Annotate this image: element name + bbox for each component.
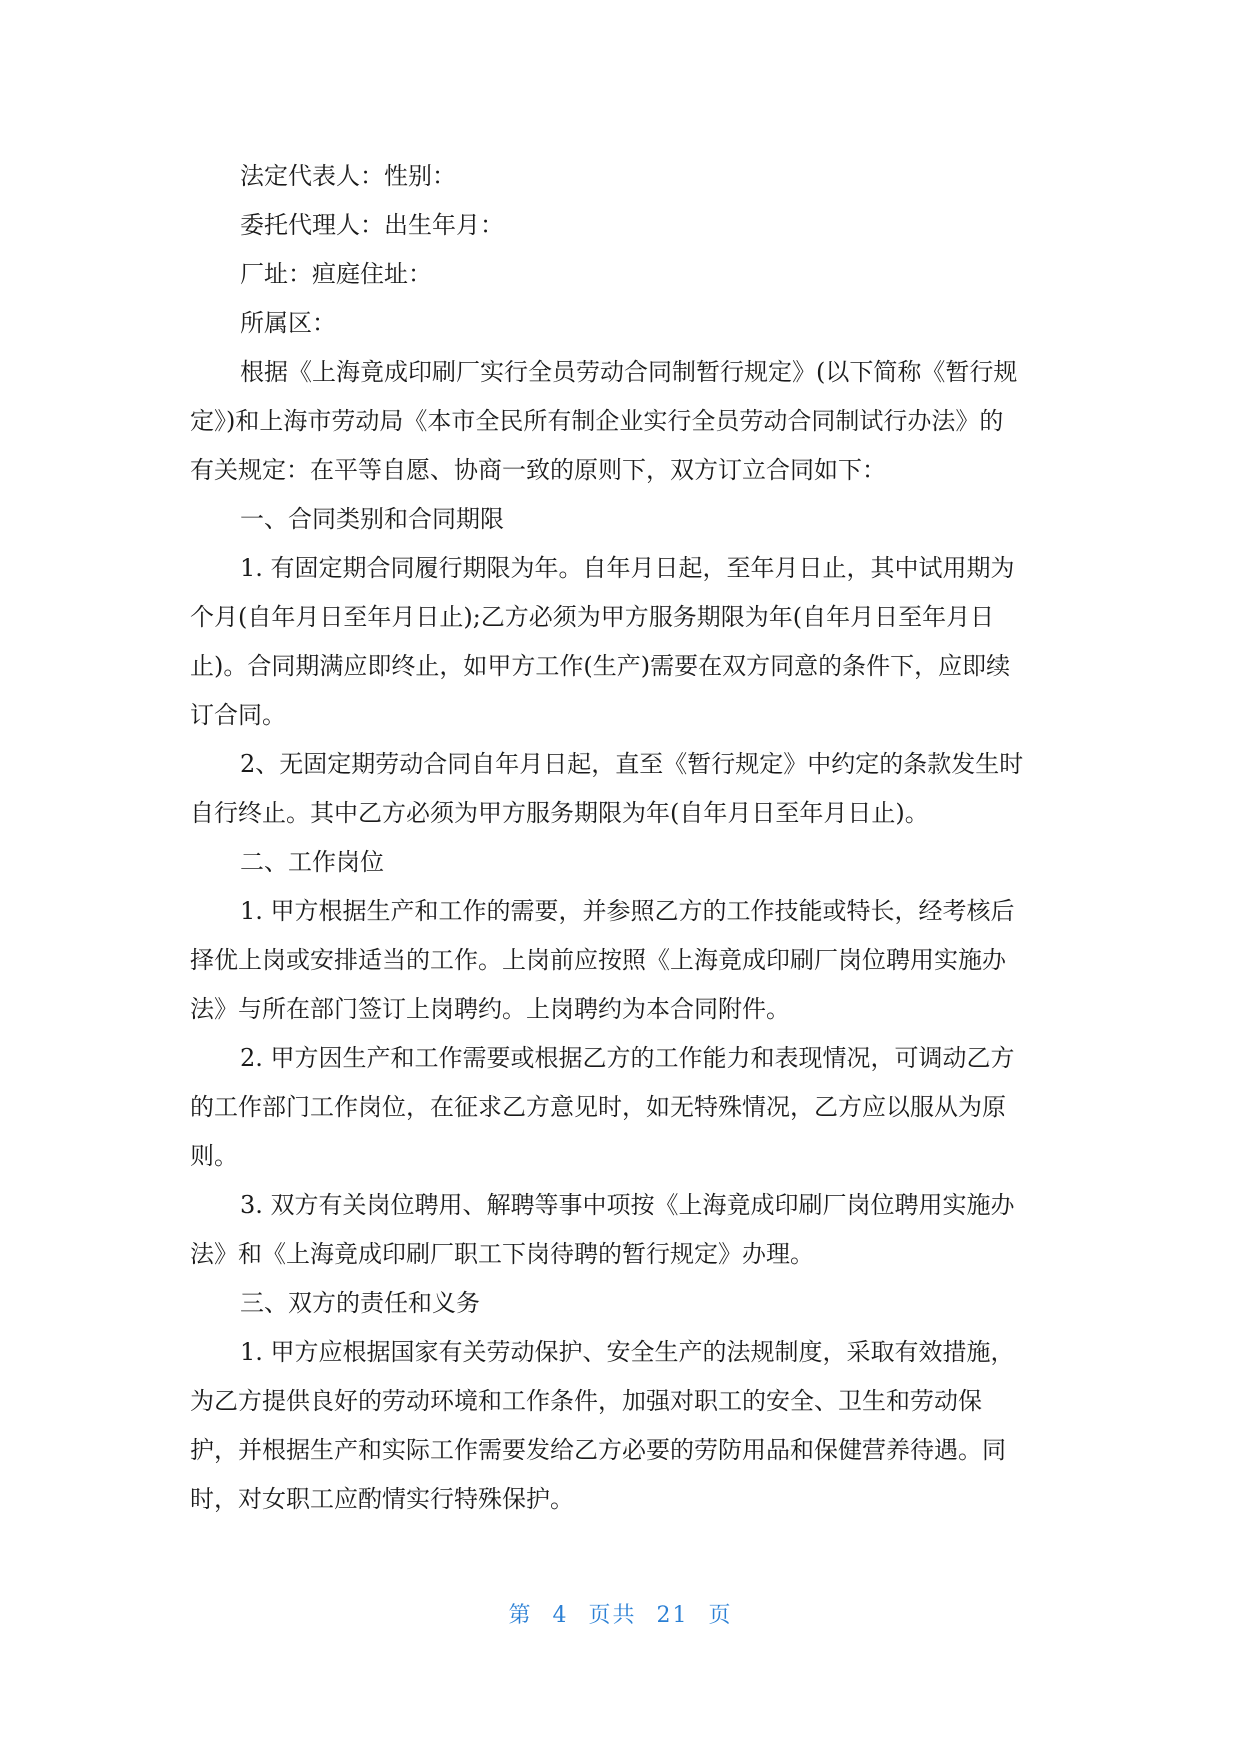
paragraph-line: 1. 甲方根据生产和工作的需要，并参照乙方的工作技能或特长，经考核后 bbox=[240, 897, 1015, 925]
field-legal-representative: 法定代表人：性别： bbox=[240, 162, 456, 190]
paragraph-line: 3. 双方有关岗位聘用、解聘等事中项按《上海竟成印刷厂岗位聘用实施办 bbox=[240, 1191, 1015, 1219]
field-factory-address: 厂址：疸庭住址： bbox=[240, 260, 432, 288]
paragraph-line: 自行终止。其中乙方必须为甲方服务期限为年(自年月日至年月日止)。 bbox=[190, 799, 929, 827]
field-district: 所属区： bbox=[240, 309, 336, 337]
paragraph-line: 护，并根据生产和实际工作需要发给乙方必要的劳防用品和保健营养待遇。同 bbox=[190, 1436, 1006, 1464]
paragraph-line: 为乙方提供良好的劳动环境和工作条件，加强对职工的安全、卫生和劳动保 bbox=[190, 1387, 982, 1415]
paragraph-line: 2. 甲方因生产和工作需要或根据乙方的工作能力和表现情况，可调动乙方 bbox=[240, 1044, 1015, 1072]
paragraph-preamble-line: 定》)和上海市劳动局《本市全民所有制企业实行全员劳动合同制试行办法》的 bbox=[190, 407, 1004, 435]
field-authorized-agent: 委托代理人：出生年月： bbox=[240, 211, 504, 239]
footer-suffix: 页 bbox=[708, 1603, 733, 1628]
paragraph-line: 订合同。 bbox=[190, 701, 286, 729]
paragraph-line: 则。 bbox=[190, 1142, 238, 1170]
paragraph-line: 法》与所在部门签订上岗聘约。上岗聘约为本合同附件。 bbox=[190, 995, 790, 1023]
paragraph-line: 择优上岗或安排适当的工作。上岗前应按照《上海竟成印刷厂岗位聘用实施办 bbox=[190, 946, 1006, 974]
footer-prefix: 第 bbox=[508, 1603, 533, 1628]
section-heading-2: 二、工作岗位 bbox=[240, 848, 384, 876]
footer-total-pages: 21 bbox=[656, 1603, 689, 1628]
document-body bbox=[190, 152, 1058, 1524]
section-heading-1: 一、合同类别和合同期限 bbox=[240, 505, 504, 533]
paragraph-line: 1. 有固定期合同履行期限为年。自年月日起，至年月日止，其中试用期为 bbox=[240, 554, 1015, 582]
paragraph-line: 止)。合同期满应即终止，如甲方工作(生产)需要在双方同意的条件下，应即续 bbox=[190, 652, 1011, 680]
paragraph-line: 2、无固定期劳动合同自年月日起，直至《暂行规定》中约定的条款发生时 bbox=[240, 750, 1024, 778]
paragraph-line: 的工作部门工作岗位，在征求乙方意见时，如无特殊情况，乙方应以服从为原 bbox=[190, 1093, 1006, 1121]
paragraph-line: 个月(自年月日至年月日止);乙方必须为甲方服务期限为年(自年月日至年月日 bbox=[190, 603, 995, 631]
footer-middle: 页共 bbox=[588, 1603, 637, 1628]
section-heading-3: 三、双方的责任和义务 bbox=[240, 1289, 480, 1317]
page-footer bbox=[0, 1598, 1241, 1629]
paragraph-preamble-line: 有关规定：在平等自愿、协商一致的原则下，双方订立合同如下： bbox=[190, 456, 886, 484]
paragraph-preamble-line: 根据《上海竟成印刷厂实行全员劳动合同制暂行规定》(以下简称《暂行规 bbox=[240, 358, 1018, 386]
paragraph-line: 1. 甲方应根据国家有关劳动保护、安全生产的法规制度，采取有效措施， bbox=[240, 1338, 1015, 1366]
paragraph-line: 时，对女职工应酌情实行特殊保护。 bbox=[190, 1485, 574, 1513]
footer-current-page: 4 bbox=[552, 1603, 569, 1628]
paragraph-line: 法》和《上海竟成印刷厂职工下岗待聘的暂行规定》办理。 bbox=[190, 1240, 814, 1268]
